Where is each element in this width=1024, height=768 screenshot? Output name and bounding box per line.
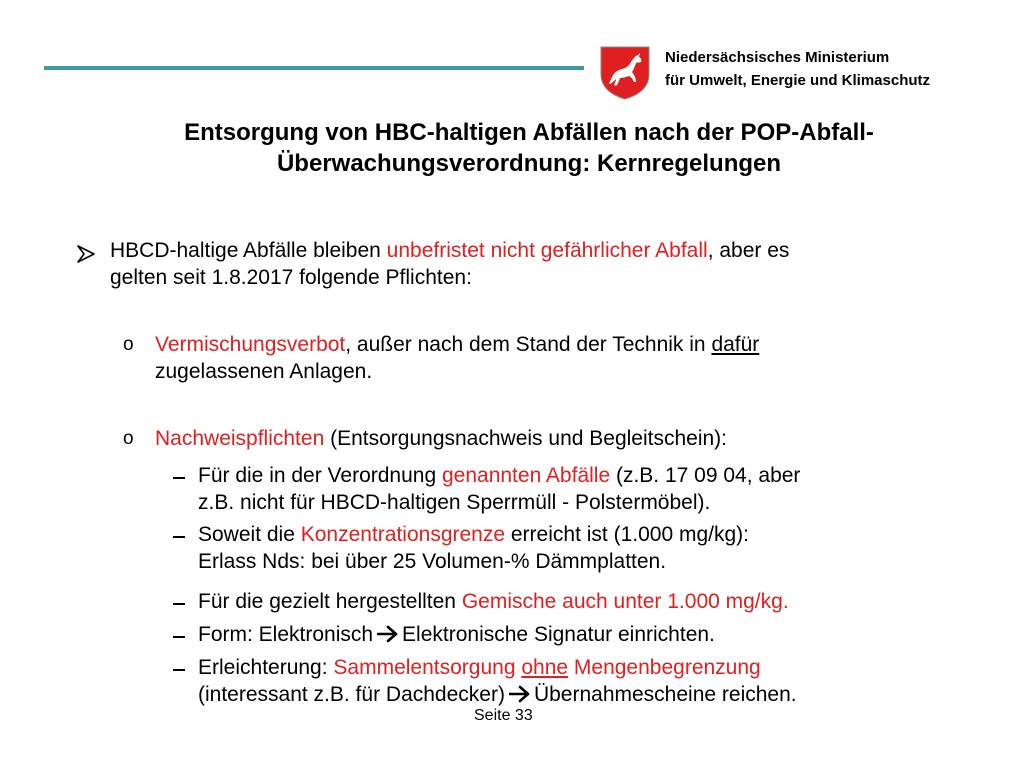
dash-item-5-highlight: Sammelentsorgung (333, 656, 522, 679)
ministry-line-2: für Umwelt, Energie und Klimaschutz (665, 72, 931, 89)
dash-item-5-line-2 (198, 681, 797, 708)
dash-marker (173, 636, 185, 638)
ministry-line-1: Niedersächsisches Ministerium (665, 49, 890, 66)
main-bullet-text-end: , aber es (707, 239, 790, 262)
sub-bullet-1-line-1 (155, 331, 759, 358)
dash-item-3-highlight: Gemische auch unter 1.000 mg/kg. (461, 590, 789, 613)
dash-marker (173, 536, 185, 538)
dash-item-2-text: Soweit die (198, 523, 301, 546)
dash-item-1-text: Für die in der Verordnung (198, 464, 442, 487)
right-arrow-icon (509, 685, 531, 703)
dash-item-5-underlined: ohne (521, 656, 569, 679)
sub-bullet-1-marker: o (123, 334, 134, 355)
sub-bullet-1-highlight: Vermischungsverbot (155, 333, 346, 356)
sub-bullet-2-highlight: Nachweispflichten (155, 427, 325, 450)
dash-item-2-highlight: Konzentrationsgrenze (300, 523, 506, 546)
dash-item-3-line-1 (198, 588, 789, 615)
main-bullet-highlight: unbefristet nicht gefährlicher Abfall (386, 239, 708, 262)
dash-item-2-text-end: erreicht ist (1.000 mg/kg): (505, 523, 749, 546)
dash-marker (173, 669, 185, 671)
title-line-2: Überwachungsverordnung: Kernregelungen (276, 150, 782, 177)
dash-item-5-highlight-end: Mengenbegrenzung (568, 656, 761, 679)
sub-bullet-2-line (155, 425, 727, 452)
dash-item-5-text: Erleichterung: (198, 656, 334, 679)
main-bullet-line-1 (110, 237, 789, 264)
dash-item-4-text: Form: Elektronisch (198, 623, 374, 646)
sub-bullet-1-line-2: zugelassenen Anlagen. (155, 360, 373, 383)
sub-bullet-2-marker: o (123, 428, 134, 449)
main-bullet-text: HBCD-haltige Abfälle bleiben (110, 239, 387, 262)
dash-item-1-highlight: genannten Abfälle (441, 464, 611, 487)
right-arrow-icon (377, 625, 399, 643)
dash-marker (173, 603, 185, 605)
dash-item-1-text-end: (z.B. 17 09 04, aber (610, 464, 801, 487)
arrowhead-bullet-icon (76, 244, 96, 264)
dash-item-1-line-1 (198, 462, 800, 489)
dash-item-2-line-2: Erlass Nds: bei über 25 Volumen-% Dämmplatten. (198, 550, 667, 573)
dash-item-5-line-2-end: Übernahmescheine reichen. (533, 683, 797, 706)
title-line-1: Entsorgung von HBC-haltigen Abfällen nach der POP-Abfall- (184, 119, 874, 146)
dash-item-3-text: Für die gezielt hergestellten (198, 590, 462, 613)
dash-marker (173, 477, 185, 479)
dash-item-5-line-2-text: (interessant z.B. für Dachdecker) (198, 683, 505, 706)
main-bullet-line-2: gelten seit 1.8.2017 folgende Pflichten: (110, 266, 472, 289)
dash-item-5-line-1 (198, 654, 761, 681)
dash-item-4-line-1 (198, 621, 715, 648)
dash-item-2-line-1 (198, 521, 749, 548)
sub-bullet-1-underlined: dafür (711, 333, 760, 356)
sub-bullet-1-text: , außer nach dem Stand der Technik in (345, 333, 712, 356)
sub-bullet-2-text: (Entsorgungsnachweis und Begleitschein): (324, 427, 727, 450)
dash-item-1-line-2: z.B. nicht für HBCD-haltigen Sperrmüll - Polstermöbel). (198, 491, 711, 514)
page-number: Seite 33 (474, 707, 533, 724)
dash-item-4-text-end: Elektronische Signatur einrichten. (402, 623, 715, 646)
